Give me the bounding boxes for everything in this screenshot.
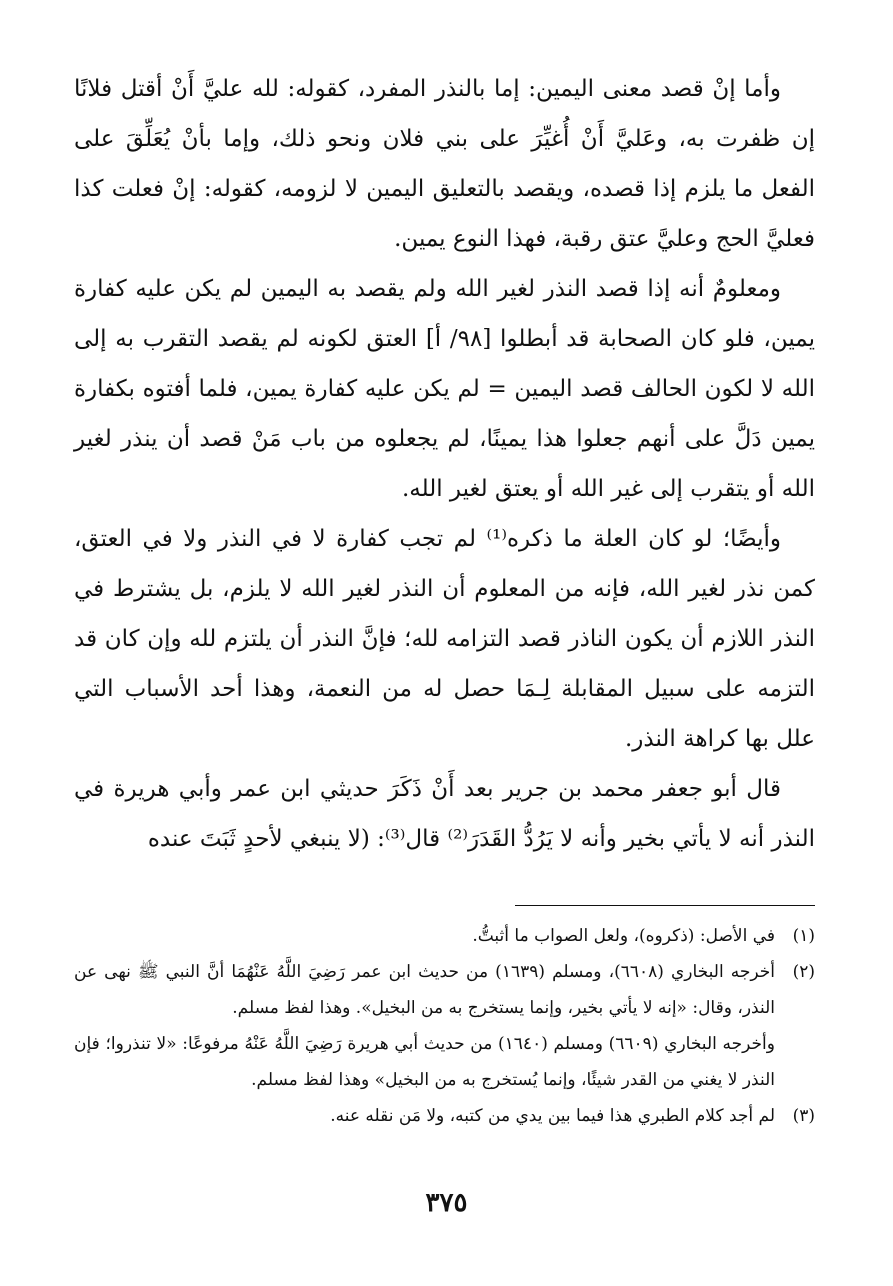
paragraph: ومعلومٌ أنه إذا قصد النذر لغير الله ولم يقصد به اليمين لم يكن عليه كفارة يمين، فلو كان الصحابة قد أبطلوا [٩٨/ أ] العتق لكونه لم يقصد التقرب به إلى الله لا لكون الحالف قصد اليمين = لم يكن عليه كفارة يمين، فلما أفتوه بكفارة يمين دَلَّ على أنهم جعلوا هذا يمينًا، لم يجعلوه من باب مَنْ قصد أن ينذر لغير الله أو يتقرب إلى غير الله أو يعتق لغير الله.: [74, 276, 816, 502]
footnote-item: [74, 918, 815, 954]
footnote-line: وأخرجه البخاري (٦٦٠٩) ومسلم (١٦٤٠) من حديث أبي هريرة رَضِيَ اللَّهُ عَنْهُ مرفوعًا: «لا تنذروا؛ فإن النذر لا يغني من القدر شيئًا، وإنما يُستخرج به من البخيل» وهذا لفظ مسلم.: [74, 1034, 775, 1090]
page-number: ٣٧٥: [425, 1188, 468, 1218]
paragraph: قال أبو جعفر محمد بن جرير بعد أَنْ ذَكَرَ حديثي ابن عمر وأبي هريرة في النذر أنه لا يأتي بخير وأنه لا يَرُدُّ القَدَرَ⁽²⁾ قال⁽³⁾: (لا ينبغي لأحدٍ ثَبَتَ عنده: [74, 776, 815, 852]
paragraph: وأما إنْ قصد معنى اليمين: إما بالنذر المفرد، كقوله: لله عليَّ أَنْ أقتل فلانًا إن ظفرت به، وعَليَّ أَنْ أُغيِّرَ على بني فلان ونحو ذلك، وإما بأنْ يُعَلِّقَ على الفعل ما يلزم إذا قصده، ويقصد بالتعليق اليمين لا لزومه، كقوله: إنْ فعلت كذا فعليَّ الحج وعليَّ عتق رقبة، فهذا النوع يمين.: [74, 76, 815, 252]
footnote-item: [74, 954, 815, 1098]
footnote-divider: [515, 905, 815, 906]
footnote-text: [74, 1098, 775, 1134]
footnote-text: [74, 954, 775, 1098]
footnote-number: (١): [792, 926, 815, 946]
footnote-number: (٢): [792, 962, 815, 982]
footnote-line: أخرجه البخاري (٦٦٠٨)، ومسلم (١٦٣٩) من حديث ابن عمر رَضِيَ اللَّهُ عَنْهُمَا أنَّ النبي ﷺ نهى عن النذر، وقال: «إنه لا يأتي بخير، وإنما يستخرج به من البخيل». وهذا لفظ مسلم.: [74, 962, 775, 1018]
footnote-item: [74, 1098, 815, 1134]
main-text: [74, 64, 815, 864]
footnote-line: في الأصل: (ذكروه)، ولعل الصواب ما أثبتُّ.: [472, 926, 775, 946]
paragraph: وأيضًا؛ لو كان العلة ما ذكره⁽¹⁾ لم تجب كفارة لا في النذر ولا في العتق، كمن نذر لغير الله، فإنه من المعلوم أن النذر لغير الله لا يلزم، بل يشترط في النذر اللازم أن يكون الناذر قصد التزامه لله؛ فإنَّ النذر أن يلتزم لله وإن كان قد التزمه على سبيل المقابلة لِـمَا حصل له من النعمة، وهذا أحد الأسباب التي علل بها كراهة النذر.: [74, 526, 815, 752]
footnote-number: (٣): [792, 1106, 815, 1126]
footnote-line: لم أجد كلام الطبري هذا فيما بين يدي من كتبه، ولا مَن نقله عنه.: [330, 1106, 775, 1126]
footnotes: [74, 918, 815, 1134]
footnote-text: [74, 918, 775, 954]
